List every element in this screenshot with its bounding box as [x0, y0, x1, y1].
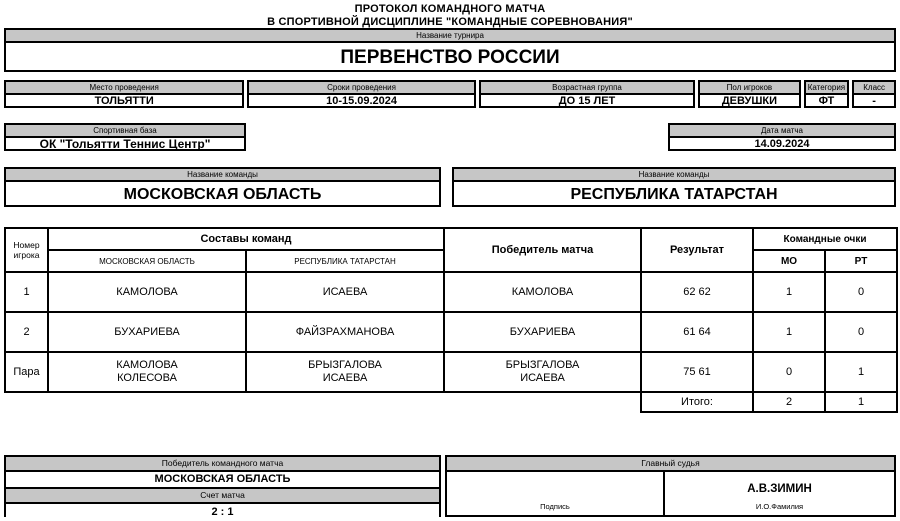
match-date-label: Дата матча	[670, 125, 894, 138]
referee-name-cell	[665, 472, 894, 515]
category-value: ФТ	[818, 95, 835, 107]
total-label: Итого:	[641, 392, 753, 412]
match-winner-label: Победитель командного матча	[6, 457, 439, 472]
tournament-name-label: Название турнира	[6, 30, 894, 43]
document-title-line1: ПРОТОКОЛ КОМАНДНОГО МАТЧА	[354, 3, 546, 15]
table-row	[5, 272, 897, 312]
col-header-team1: МОСКОВСКАЯ ОБЛАСТЬ	[48, 250, 246, 272]
category-label: Категория	[806, 82, 848, 95]
table-body	[5, 272, 897, 412]
gender-field	[698, 80, 800, 108]
cell-player-number: Пара	[5, 352, 48, 392]
referee-name: А.В.ЗИМИН	[747, 483, 812, 495]
cell-points-mo: 1	[753, 272, 825, 312]
signature-caption: Подпись	[540, 502, 570, 511]
dates-label: Сроки проведения	[249, 82, 473, 95]
col-header-result: Результат	[641, 228, 753, 272]
player-number-label-line1: Номер	[13, 240, 40, 250]
cell-result: 62 62	[641, 272, 753, 312]
cell-team2-player: ФАЙЗРАХМАНОВА	[246, 312, 444, 352]
cell-player-number: 1	[5, 272, 48, 312]
sports-base-label: Спортивная база	[6, 125, 244, 138]
table-row	[5, 312, 897, 352]
cell-points-rt: 0	[825, 272, 897, 312]
place-label: Место проведения	[6, 82, 242, 95]
home-team-label: Название команды	[6, 169, 439, 182]
col-header-player-number	[5, 228, 48, 272]
class-value: -	[872, 95, 876, 107]
signature-cell	[447, 472, 665, 515]
sports-base-field	[4, 123, 246, 151]
match-results-table	[4, 227, 898, 413]
cell-match-winner: КАМОЛОВА	[444, 272, 641, 312]
home-team-value: МОСКОВСКАЯ ОБЛАСТЬ	[123, 186, 322, 203]
chief-referee-box	[445, 455, 896, 517]
cell-points-rt: 0	[825, 312, 897, 352]
away-team-value: РЕСПУБЛИКА ТАТАРСТАН	[570, 186, 778, 203]
dates-field	[247, 80, 475, 108]
total-spacer-2	[444, 392, 641, 412]
cell-points-mo: 1	[753, 312, 825, 352]
chief-referee-label: Главный судья	[447, 457, 894, 472]
gender-label: Пол игроков	[700, 82, 798, 95]
home-team-box	[4, 167, 441, 207]
age-group-value: ДО 15 ЛЕТ	[558, 95, 616, 107]
cell-team2-player: ИСАЕВА	[246, 272, 444, 312]
table-row	[5, 352, 897, 392]
chief-referee-body	[447, 472, 894, 515]
place-field	[4, 80, 244, 108]
place-value: ТОЛЬЯТТИ	[94, 95, 154, 107]
cell-team1-player: КАМОЛОВА	[48, 272, 246, 312]
cell-result: 61 64	[641, 312, 753, 352]
col-header-team2: РЕСПУБЛИКА ТАТАРСТАН	[246, 250, 444, 272]
cell-team1-player: КАМОЛОВА КОЛЕСОВА	[48, 352, 246, 392]
player-number-label-line2: игрока	[13, 250, 40, 260]
document-title	[0, 0, 900, 29]
col-header-team-points: Командные очки	[753, 228, 897, 250]
cell-points-rt: 1	[825, 352, 897, 392]
dates-value: 10-15.09.2024	[326, 95, 398, 107]
age-group-field	[479, 80, 696, 108]
referee-name-caption: И.О.Фамилия	[755, 502, 804, 511]
away-team-label: Название команды	[454, 169, 894, 182]
header-fields-row	[4, 80, 896, 108]
footer-section	[4, 455, 896, 517]
cell-team1-player: БУХАРИЕВА	[48, 312, 246, 352]
cell-match-winner: БУХАРИЕВА	[444, 312, 641, 352]
col-header-lineups: Составы команд	[48, 228, 444, 250]
col-header-points-rt: РТ	[825, 250, 897, 272]
match-winner-value: МОСКОВСКАЯ ОБЛАСТЬ	[6, 472, 439, 489]
class-label: Класс	[854, 82, 894, 95]
cell-team2-player: БРЫЗГАЛОВА ИСАЕВА	[246, 352, 444, 392]
cell-result: 75 61	[641, 352, 753, 392]
col-header-points-mo: МО	[753, 250, 825, 272]
document-title-line2: В СПОРТИВНОЙ ДИСЦИПЛИНЕ "КОМАНДНЫЕ СОРЕВНОВАНИЯ"	[267, 16, 633, 28]
match-score-label: Счет матча	[6, 489, 439, 504]
class-field	[852, 80, 896, 108]
away-team-box	[452, 167, 896, 207]
category-field	[804, 80, 850, 108]
col-header-winner: Победитель матча	[444, 228, 641, 272]
table-head	[5, 228, 897, 272]
match-score-value: 2 : 1	[6, 504, 439, 520]
match-outcome-box	[4, 455, 441, 517]
total-points-mo: 2	[753, 392, 825, 412]
total-spacer	[5, 392, 444, 412]
table-header-row-1	[5, 228, 897, 250]
total-points-rt: 1	[825, 392, 897, 412]
match-date-value: 14.09.2024	[754, 138, 810, 150]
age-group-label: Возрастная группа	[481, 82, 694, 95]
cell-match-winner: БРЫЗГАЛОВА ИСАЕВА	[444, 352, 641, 392]
cell-player-number: 2	[5, 312, 48, 352]
tournament-name-value: ПЕРВЕНСТВО РОССИИ	[340, 47, 560, 68]
tournament-name-box	[4, 28, 896, 72]
sports-base-value: ОК "Тольятти Теннис Центр"	[39, 138, 211, 151]
table-total-row	[5, 392, 897, 412]
match-date-field	[668, 123, 896, 151]
cell-points-mo: 0	[753, 352, 825, 392]
gender-value: ДЕВУШКИ	[721, 95, 778, 107]
